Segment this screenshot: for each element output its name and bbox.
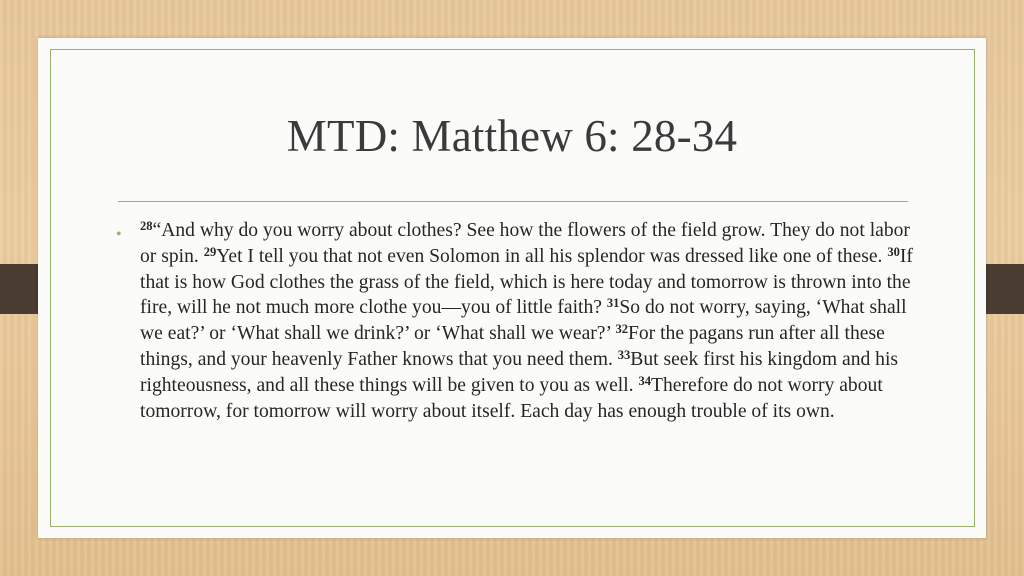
verse-text: So do not worry, saying, ‘What shall we eat?’ or ‘What shall we drink?’ or ‘What shall we wear?’ — [140, 297, 907, 345]
verse-text: “And why do you worry about clothes? See how the flowers of the field grow. They do not labor or spin. — [140, 220, 910, 267]
scripture-passage — [140, 218, 915, 424]
verse-number: 33 — [617, 347, 631, 362]
verse-number: 30 — [887, 244, 900, 259]
slide — [38, 38, 986, 538]
bullet-icon: • — [116, 226, 122, 243]
verse-number: 31 — [606, 296, 620, 311]
verse-text: Therefore do not worry about tomorrow, for tomorrow will worry about itself. Each day has enough trouble of its own. — [140, 374, 883, 422]
verse-number: 32 — [615, 322, 628, 337]
title-divider — [118, 201, 908, 202]
verse-number: 34 — [638, 373, 651, 388]
verse-text: Yet I tell you that not even Solomon in all his splendor was dressed like one of these. — [216, 245, 888, 267]
slide-title: MTD: Matthew 6: 28-34 — [286, 111, 738, 161]
verse-text: If that is how God clothes the grass of the field, which is here today and tomorrow is thrown into the fire, will he not much more clothe you—you of little faith? — [140, 245, 913, 319]
verse-text: For the pagans run after all these things, and your heavenly Father knows that you need them. — [140, 323, 885, 370]
verse-number: 28 — [140, 219, 153, 233]
verse-text: But seek first his kingdom and his righteousness, and all these things will be given to you as well. — [140, 348, 899, 396]
verse-number: 29 — [203, 244, 217, 259]
